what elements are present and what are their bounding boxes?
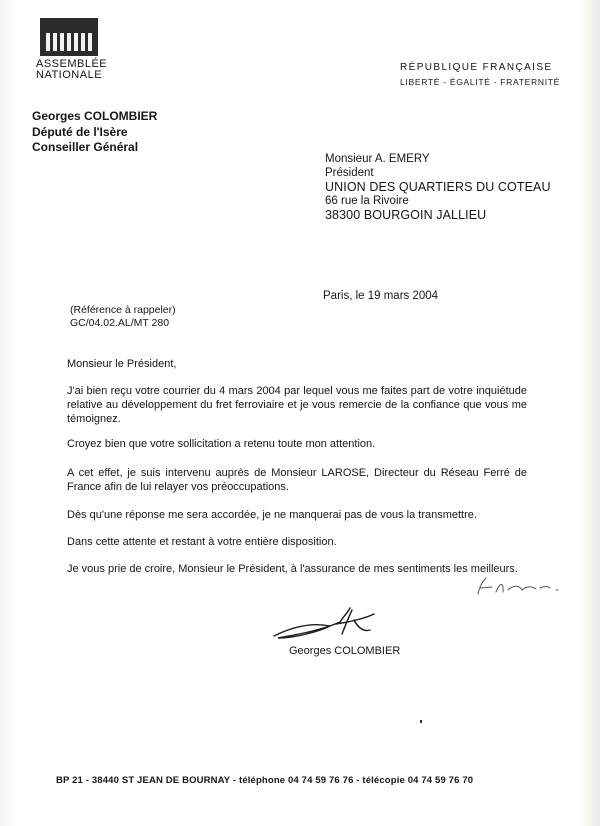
recipient-city: 38300 BOURGOIN JALLIEU xyxy=(325,208,487,222)
handwritten-signature xyxy=(270,604,390,644)
republic-heading: RÉPUBLIQUE FRANÇAISE xyxy=(400,62,553,73)
reference-code: GC/04.02.AL/MT 280 xyxy=(70,317,170,329)
letter-date: Paris, le 19 mars 2004 xyxy=(323,290,439,302)
reference-block xyxy=(70,304,176,330)
handwritten-note xyxy=(470,574,570,600)
paragraph-3: A cet effet, je suis intervenu auprès de Monsieur LAROSE, Directeur du Réseau Ferré de France afin de lui relayer vos préoccupations. xyxy=(67,467,527,493)
paragraph-4: Dès qu'une réponse me sera accordée, je ne manquerai pas de vous la transmettre. xyxy=(67,509,477,521)
recipient-address xyxy=(325,152,551,222)
closing-paragraph: Je vous prie de croire, Monsieur le Président, à l'assurance de mes sentiments les meilleurs. xyxy=(67,563,518,575)
recipient-title: Président xyxy=(325,167,374,179)
footer-contact: BP 21 - 38440 ST JEAN DE BOURNAY - téléphone 04 74 59 76 76 - télécopie 04 74 59 76 70 xyxy=(56,775,474,786)
sender-role: Conseiller Général xyxy=(32,140,139,154)
paragraph-1: J'ai bien reçu votre courrier du 4 mars 2004 par lequel vous me faites part de votre inquiétude relative au développement du fret ferroviaire et je vous remercie de la confiance que vous me témoignez. xyxy=(67,385,527,425)
assemblee-nationale-logo xyxy=(36,18,108,81)
institution-name: ASSEMBLÉE NATIONALE xyxy=(36,58,108,81)
sender-name: Georges COLOMBIER xyxy=(32,109,158,123)
page-mark xyxy=(420,720,422,723)
paragraph-2: Croyez bien que votre sollicitation a retenu toute mon attention. xyxy=(67,438,376,450)
recipient-name: Monsieur A. EMERY xyxy=(325,153,430,165)
paragraph-5: Dans cette attente et restant à votre entière disposition. xyxy=(67,536,337,548)
salutation: Monsieur le Président, xyxy=(67,358,177,370)
recipient-street: 66 rue la Rivoire xyxy=(325,195,409,207)
signer-name: Georges COLOMBIER xyxy=(289,645,401,657)
reference-label: (Référence à rappeler) xyxy=(70,304,176,316)
recipient-organization: UNION DES QUARTIERS DU COTEAU xyxy=(325,180,551,194)
sender-title: Député de l'Isère xyxy=(32,124,128,139)
sender-block xyxy=(32,109,157,156)
republic-motto: LIBERTÉ - ÉGALITÉ - FRATERNITÉ xyxy=(400,77,561,87)
assembly-building-icon xyxy=(40,18,98,56)
